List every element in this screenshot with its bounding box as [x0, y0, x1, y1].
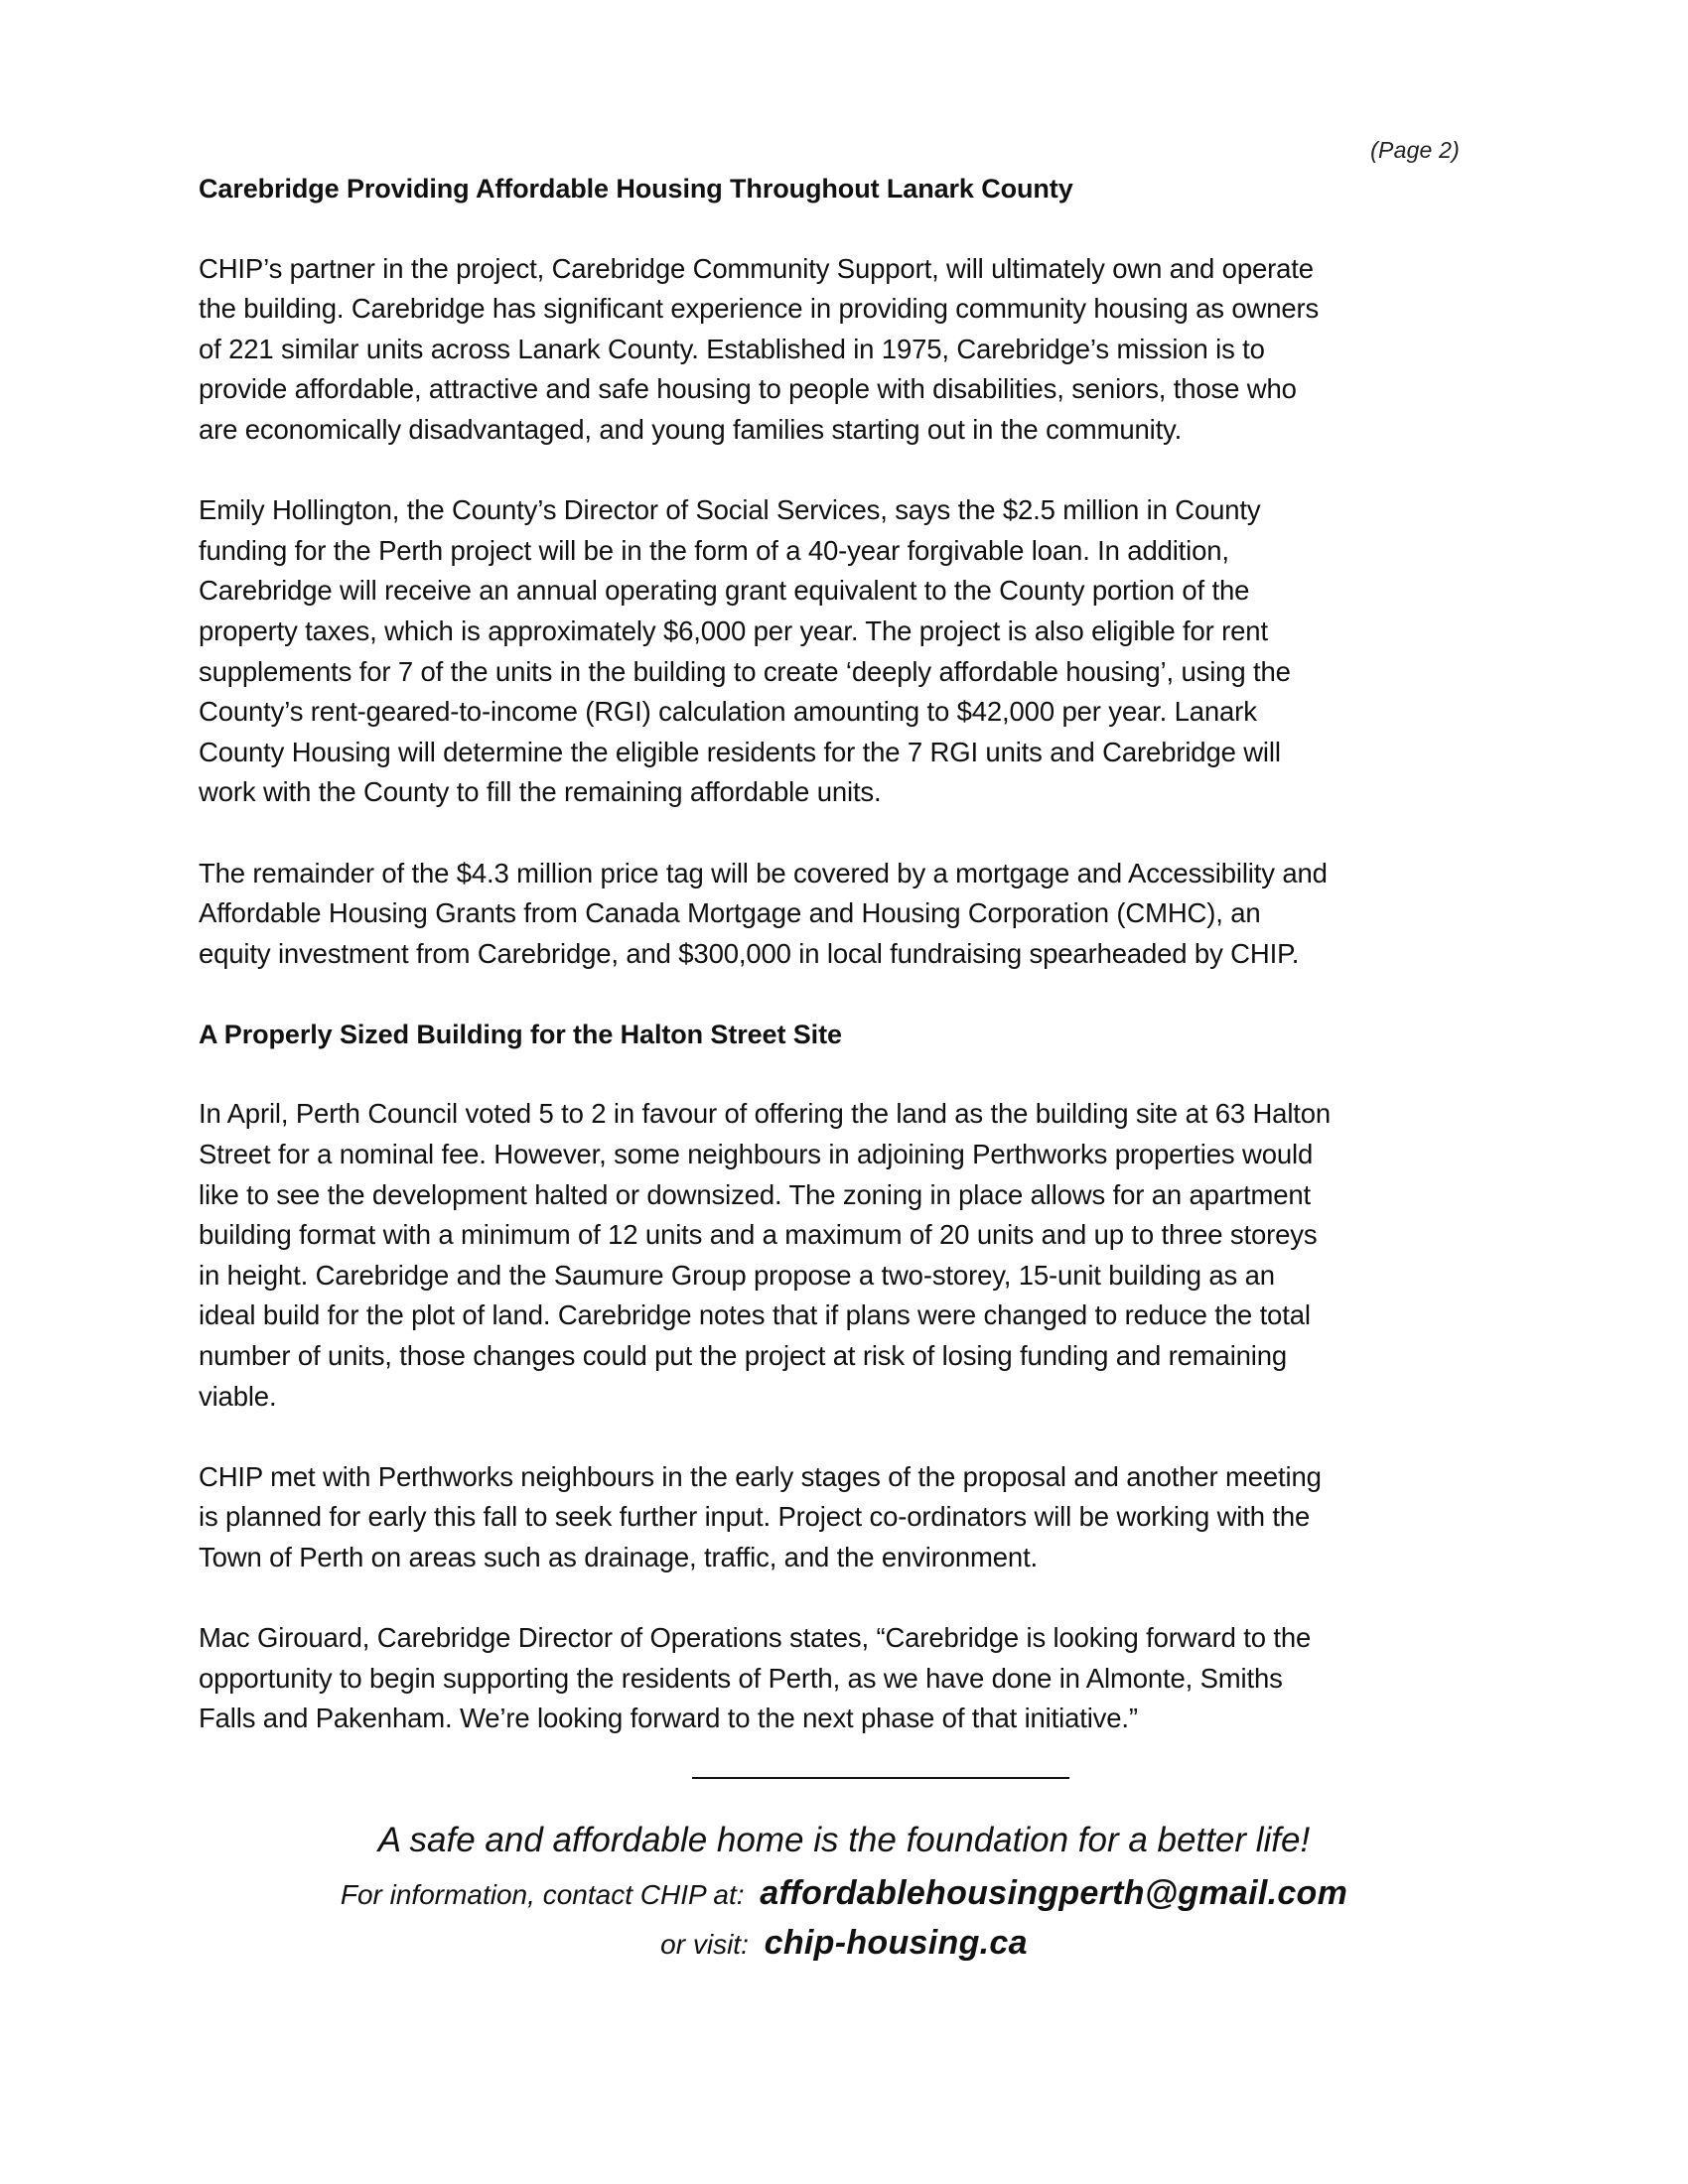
contact-label: For information, contact CHIP at: — [340, 1879, 745, 1910]
text-line: CHIP’s partner in the project, Carebridge Community Support, will ultimately own and operate — [199, 252, 1314, 284]
footer-tagline: A safe and affordable home is the foundation for a better life! — [377, 1821, 1311, 1859]
article-body — [199, 169, 1549, 1739]
text-line: the building. Carebridge has significant experience in providing community housing as owners — [199, 293, 1320, 325]
section-heading-carebridge: Carebridge Providing Affordable Housing Throughout Lanark County — [199, 174, 1073, 204]
spacer — [199, 1578, 1549, 1619]
spacer — [199, 1417, 1549, 1457]
spacer — [199, 451, 1549, 491]
text-line: equity investment from Carebridge, and $300,000 in local fundraising spearheaded by CHIP. — [199, 937, 1300, 969]
text-line: are economically disadvantaged, and young families starting out in the community. — [199, 413, 1183, 445]
text-line: Falls and Pakenham. We’re looking forward to the next phase of that initiative.” — [199, 1703, 1138, 1734]
text-line: Affordable Housing Grants from Canada Mortgage and Housing Corporation (CMHC), an — [199, 897, 1261, 929]
spacer — [199, 813, 1549, 854]
text-line: property taxes, which is approximately $6,000 per year. The project is also eligible for rent — [199, 614, 1268, 646]
text-line: County Housing will determine the eligible residents for the 7 RGI units and Carebridge will — [199, 736, 1281, 767]
text-line: ideal build for the plot of land. Carebridge notes that if plans were changed to reduce the total — [199, 1299, 1311, 1331]
text-line: is planned for early this fall to seek further input. Project co-ordinators will be working with the — [199, 1501, 1311, 1533]
text-line: work with the County to fill the remaining affordable units. — [199, 776, 882, 808]
text-line: County’s rent-geared-to-income (RGI) calculation amounting to $42,000 per year. Lanark — [199, 696, 1257, 728]
text-line: opportunity to begin supporting the residents of Perth, as we have done in Almonte, Smiths — [199, 1662, 1283, 1694]
paragraph-council-vote — [199, 1094, 1549, 1417]
paragraph-neighbour-meeting — [199, 1457, 1549, 1578]
text-line: Town of Perth on areas such as drainage, traffic, and the environment. — [199, 1542, 1039, 1572]
footer-visit — [0, 1921, 1688, 1967]
text-line: like to see the development halted or downsized. The zoning in place allows for an apartment — [199, 1178, 1311, 1210]
spacer — [199, 974, 1549, 1015]
text-line: Mac Girouard, Carebridge Director of Operations states, “Carebridge is looking forward to the — [199, 1622, 1312, 1654]
text-line: provide affordable, attractive and safe housing to people with disabilities, seniors, those who — [199, 373, 1297, 405]
paragraph-remainder-funding — [199, 854, 1549, 975]
separator-line — [692, 1777, 1069, 1779]
text-line: Street for a nominal fee. However, some neighbours in adjoining Perthworks properties would — [199, 1139, 1314, 1170]
text-line: number of units, those changes could put the project at risk of losing funding and remaining — [199, 1340, 1288, 1372]
text-line: In April, Perth Council voted 5 to 2 in favour of offering the land as the building site at 63 Halton — [199, 1098, 1332, 1130]
text-line: supplements for 7 of the units in the building to create ‘deeply affordable housing’, using the — [199, 655, 1291, 687]
paragraph-county-funding — [199, 490, 1549, 813]
text-line: of 221 similar units across Lanark County. Established in 1975, Carebridge’s mission is to — [199, 333, 1265, 364]
text-line: viable. — [199, 1380, 277, 1412]
paragraph-carebridge-partner — [199, 249, 1549, 451]
spacer — [199, 1054, 1549, 1095]
contact-email-link[interactable]: affordablehousingperth@gmail.com — [760, 1874, 1348, 1912]
text-line: funding for the Perth project will be in the form of a 40-year forgivable loan. In addition, — [199, 534, 1229, 566]
text-line: in height. Carebridge and the Saumure Group propose a two-storey, 15-unit building as an — [199, 1259, 1275, 1291]
text-line: Carebridge will receive an annual operating grant equivalent to the County portion of the — [199, 575, 1250, 607]
text-line: CHIP met with Perthworks neighbours in the early stages of the proposal and another meeting — [199, 1460, 1322, 1492]
spacer — [199, 208, 1549, 249]
paragraph-director-quote — [199, 1618, 1549, 1739]
website-link[interactable]: chip-housing.ca — [764, 1924, 1028, 1962]
page-number: (Page 2) — [1370, 137, 1460, 163]
text-line: The remainder of the $4.3 million price tag will be covered by a mortgage and Accessibility and — [199, 857, 1328, 888]
visit-label: or visit: — [660, 1929, 749, 1960]
section-heading-halton-street: A Properly Sized Building for the Halton Street Site — [199, 1019, 842, 1049]
footer-contact — [0, 1871, 1688, 1917]
text-line: building format with a minimum of 12 units and a maximum of 20 units and up to three storeys — [199, 1219, 1318, 1251]
text-line: Emily Hollington, the County’s Director of Social Services, says the $2.5 million in County — [199, 494, 1261, 526]
